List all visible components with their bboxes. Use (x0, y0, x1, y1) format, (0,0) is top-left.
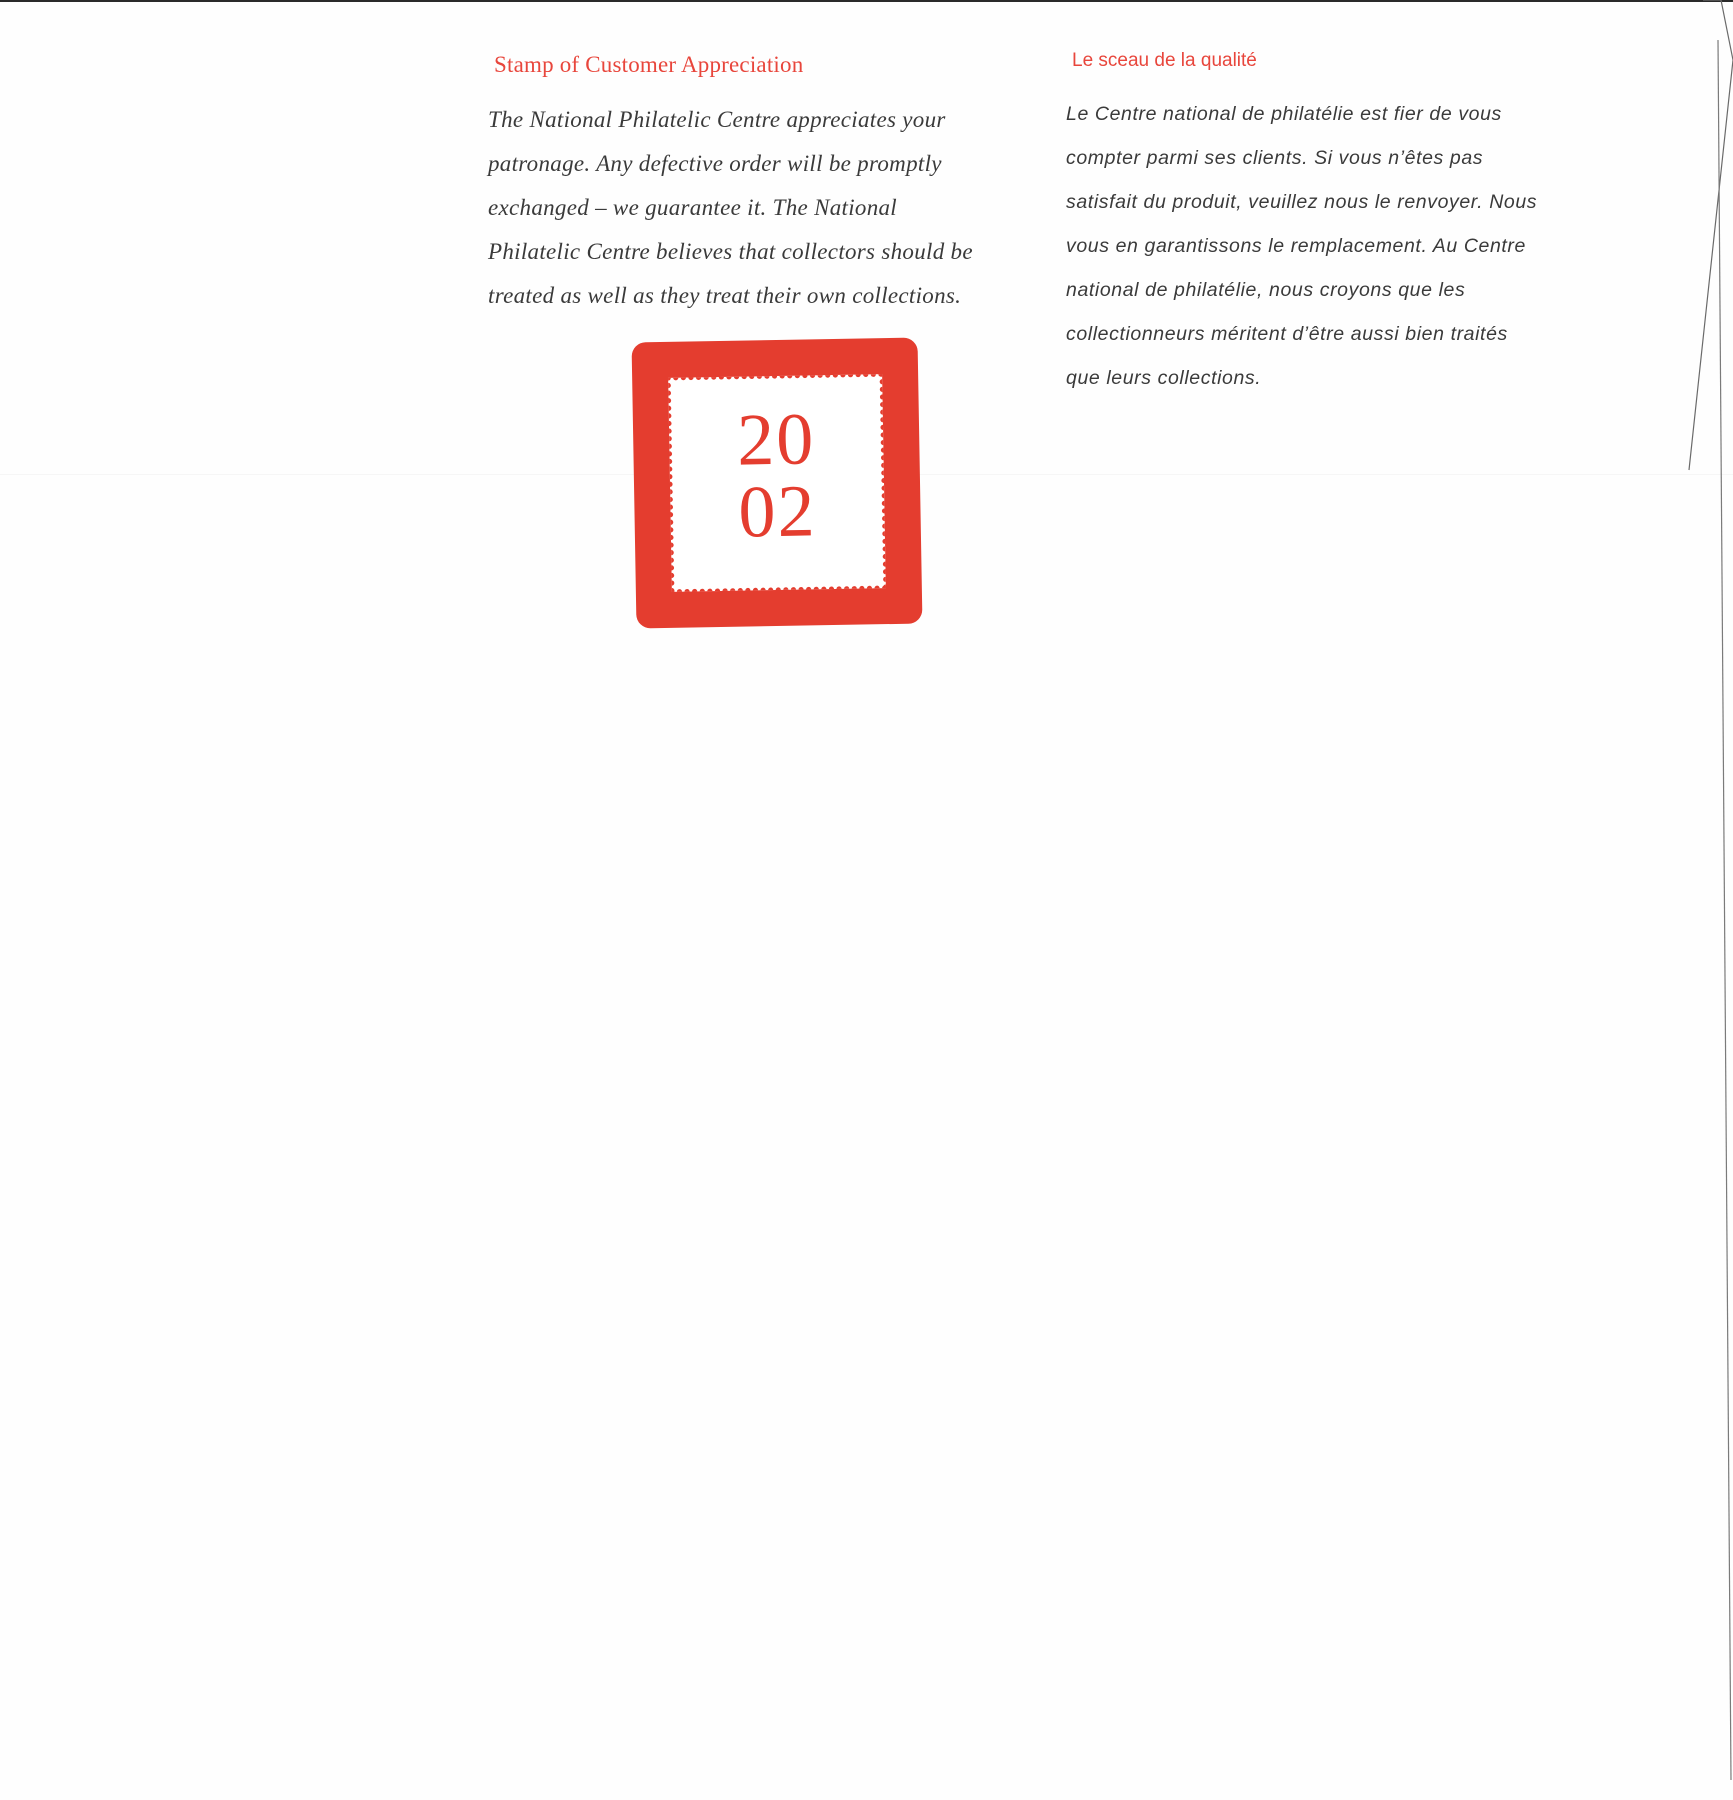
stamp-year-top: 20 (736, 398, 816, 482)
english-column (488, 52, 1018, 318)
perforation-dot (825, 374, 830, 378)
perforation-dot (833, 374, 838, 377)
perforation-dot (741, 374, 746, 379)
french-heading: Le sceau de la qualité (1072, 50, 1257, 71)
french-line: collectionneurs méritent d’être aussi bien traités (1066, 323, 1508, 345)
perforation-dot (677, 589, 682, 592)
english-body (488, 98, 1018, 318)
perforation-dot (859, 586, 864, 591)
perforation-dot (802, 374, 807, 378)
perforation-dot (715, 588, 720, 591)
perforation-dot (757, 374, 762, 379)
perforation-dot (878, 374, 883, 377)
french-column (1066, 50, 1626, 400)
perforation-dot (814, 587, 819, 592)
french-line: national de philatélie, nous croyons que les (1066, 279, 1466, 301)
perforation-dot (883, 577, 886, 582)
french-line: satisfait du produit, veuillez nous le renvoyer. Nous (1066, 191, 1538, 213)
french-line: Le Centre national de philatélie est fier de vous (1066, 103, 1502, 125)
perforation-dot (738, 588, 743, 592)
perforation-dot (669, 580, 674, 585)
perforation-dot (840, 374, 845, 377)
perforation-dot (688, 375, 693, 380)
perforation-dot (883, 569, 886, 574)
perforation-dot (668, 383, 671, 388)
top-edge-rule (0, 0, 1733, 2)
perforation-dot (669, 550, 674, 555)
english-line: exchanged – we guarantee it. The National (488, 195, 897, 220)
perforation-dot (772, 374, 777, 379)
perforation-dot (734, 374, 739, 379)
perforation-dot (696, 375, 701, 380)
perforation-dot (836, 586, 841, 591)
perforation-dot (669, 573, 674, 578)
perforation-dot (719, 374, 724, 379)
year-stamp-seal (632, 338, 923, 629)
perforation-dot (668, 390, 671, 395)
perforation-dot (703, 375, 708, 380)
english-line: The National Philatelic Centre appreciates your (488, 107, 946, 132)
perforation-dot (783, 587, 788, 592)
perforation-dot (874, 586, 879, 591)
perforation-dot (776, 587, 781, 592)
perforation-dot (764, 374, 769, 379)
perforation-dot (867, 586, 872, 591)
perforation-dot (810, 374, 815, 378)
perforation-dot (852, 586, 857, 591)
perforation-dot (668, 375, 671, 380)
french-line: compter parmi ses clients. Si vous n’êtes pas (1066, 147, 1484, 169)
perforation-dot (880, 394, 885, 399)
perforation-dot (787, 374, 792, 378)
perforation-dot (692, 589, 697, 592)
perforation-dot (711, 374, 716, 379)
perforation-dot (768, 587, 773, 591)
perforation-dot (684, 589, 689, 592)
perforation-dot (726, 374, 731, 379)
perforation-dot (883, 584, 886, 589)
perforation-dot (848, 374, 853, 377)
english-line: treated as well as they treat their own collections. (488, 283, 962, 308)
perforation-dot (707, 589, 712, 592)
perforation-dot (795, 374, 800, 378)
perforation-dot (760, 588, 765, 592)
perforation-dot (821, 587, 826, 592)
perforation-dot (669, 558, 674, 563)
perforation-dot (844, 586, 849, 591)
english-heading: Stamp of Customer Appreciation (494, 52, 804, 77)
perforation-dot (883, 554, 886, 559)
perforation-dot (779, 374, 784, 378)
perforation-dot (753, 588, 758, 592)
perforation-dot (855, 374, 860, 377)
perforation-dot (749, 374, 754, 379)
perforation-dot (730, 588, 735, 592)
stamp-year (669, 398, 885, 554)
perforation-dot (700, 589, 705, 592)
perforation-dot (669, 565, 674, 570)
perforation-dot (745, 588, 750, 592)
perforation-dot (829, 586, 834, 591)
perforation-dot (817, 374, 822, 378)
french-body (1066, 92, 1626, 400)
english-line: patronage. Any defective order will be promptly (488, 151, 942, 176)
stamp-year-bottom: 02 (737, 470, 818, 554)
perforation-dot (798, 587, 803, 592)
perforation-dot (863, 374, 868, 377)
perforation-dot (806, 587, 811, 592)
french-line: vous en garantissons le remplacement. Au Centre (1066, 235, 1526, 257)
perforation-dot (722, 588, 727, 592)
perforation-dot (883, 561, 886, 566)
stamp-paper (668, 374, 886, 592)
perforation-dot (669, 588, 674, 592)
perforation-dot (880, 387, 885, 392)
french-line: que leurs collections. (1066, 367, 1262, 389)
perforation-dot (791, 587, 796, 592)
perforation-dot (880, 379, 885, 384)
perforation-dot (668, 398, 671, 403)
perforation-dot (681, 375, 686, 380)
perforation-dot (883, 546, 886, 551)
perforation-dot (673, 375, 678, 380)
english-line: Philatelic Centre believes that collectors should be (488, 239, 973, 264)
perforation-dot (871, 374, 876, 377)
